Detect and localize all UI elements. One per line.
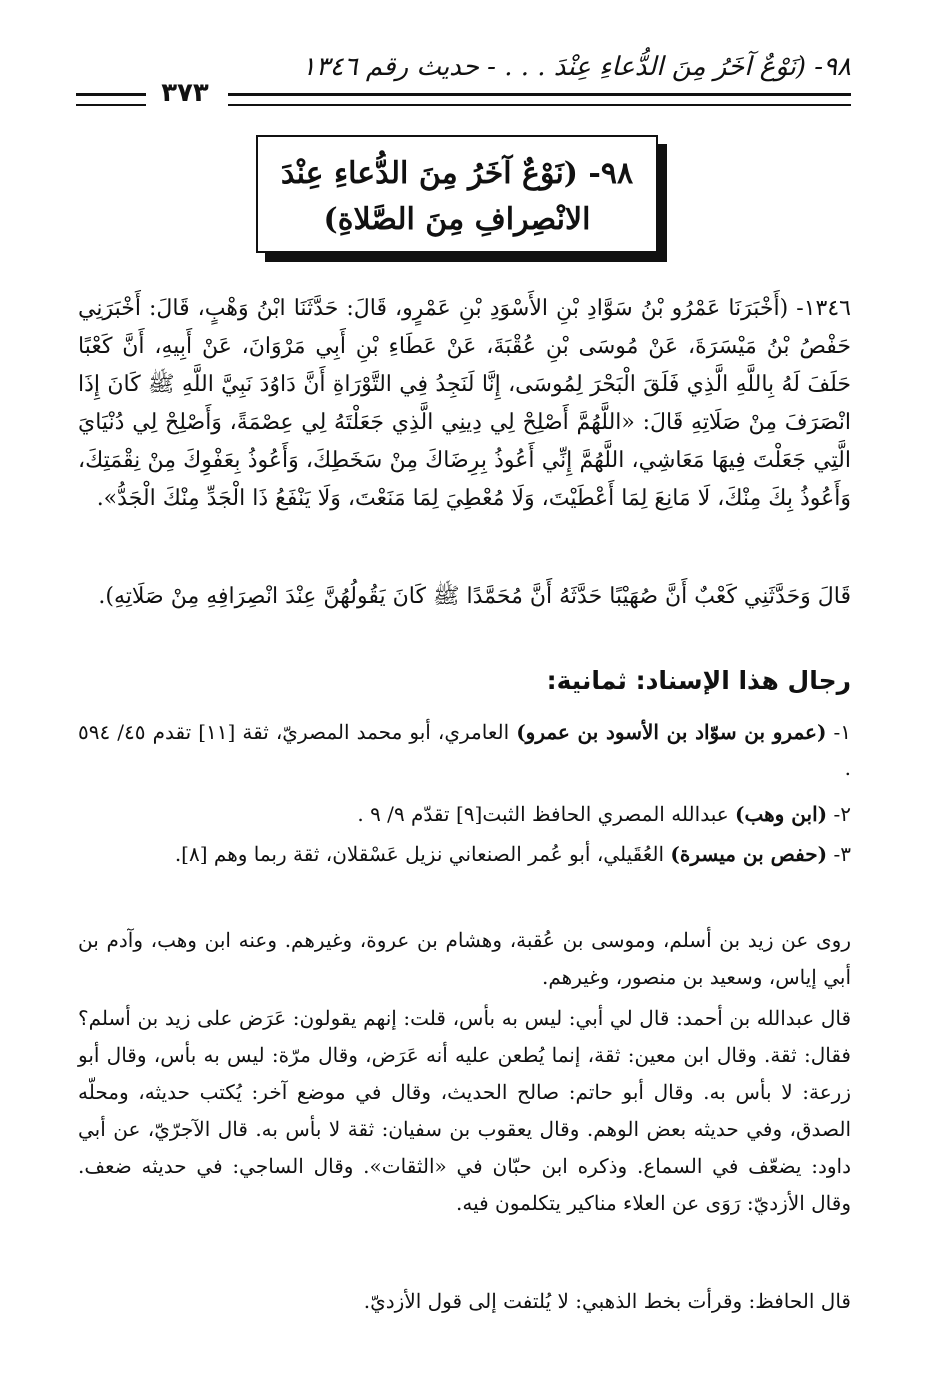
chapter-title-line-1: ٩٨- (نَوْعٌ آخَرُ مِنَ الدُّعاءِ عِنْدَ [280,156,634,191]
rijal-entry [78,796,851,832]
biography-paragraph: روى عن زيد بن أسلم، وموسى بن عُقبة، وهشام بن عروة، وغيرهم. وعنه ابن وهب، وآدم بن أبي إياس، وسعيد بن منصور، وغيرهم. [78,928,851,989]
chapter-title-box [256,135,658,253]
rijal-entry [78,836,851,872]
biography-paragraph: قال الحافظ: وقرأت بخط الذهبي: لا يُلتفت إلى قول الأزديّ. [363,1289,851,1313]
header-rule-right [228,93,851,106]
rijal-entry [78,714,851,786]
entry-number: ١- [826,720,851,744]
entry-number: ٢- [827,802,851,826]
narrator-details: عبدالله المصري الحافظ الثبت[٩] تقدّم ٩/ ٩ . [357,802,736,826]
chapter-title-line-2: الانْصِرافِ مِنَ الصَّلاةِ) [323,202,591,237]
entry-number: ٣- [827,842,851,866]
narrator-name: (ابن وهب) [735,802,828,826]
running-header-title: ٩٨- (نَوْعٌ آخَرُ مِنَ الدُّعاءِ عِنْدَ . . . - حديث رقم ١٣٤٦ [301,52,851,82]
narrator-details: العامري، أبو محمد المصريّ، ثقة [١١] تقدم ٤٥/ ٥٩٤ . [78,720,851,780]
hadith-text: ١٣٤٦- (أَخْبَرَنَا عَمْرُو بْنُ سَوَّادِ بْنِ الأَسْوَدِ بْنِ عَمْرٍو، قَالَ: حَدَّثَنَا ابْنُ وَهْبٍ، قَالَ: أَخْبَرَنِي حَفْصُ بْنُ مَيْسَرَةَ، عَنْ مُوسَى بْنِ عُقْبَةَ، عَنْ عَطَاءِ بْنِ أَبِي مَرْوَانَ، عَنْ أَبِيهِ، أَنَّ كَعْبًا حَلَفَ لَهُ بِاللَّهِ الَّذِي فَلَقَ الْبَحْرَ لِمُوسَى، إِنَّا لَنَجِدُ فِي التَّوْرَاةِ أَنَّ دَاوُدَ نَبِيَّ اللَّهِ ﷺ كَانَ إِذَا انْصَرَفَ مِنْ صَلَاتِهِ قَالَ: «اللَّهُمَّ أَصْلِحْ لِي دِينِي الَّذِي جَعَلْتَهُ لِي عِصْمَةً، وَأَصْلِحْ لِي دُنْيَايَ الَّتِي جَعَلْتَ فِيهَا مَعَاشِي، اللَّهُمَّ إِنِّي أَعُوذُ بِرِضَاكَ مِنْ سَخَطِكَ، وَأَعُوذُ بِعَفْوِكَ مِنْ نِقْمَتِكَ، وَأَعُوذُ بِكَ مِنْكَ، لَا مَانِعَ لِمَا أَعْطَيْتَ، وَلَا مُعْطِيَ لِمَا مَنَعْتَ، وَلَا يَنْفَعُ ذَا الْجَدِّ مِنْكَ الْجَدُّ». [78,296,851,511]
rijal-heading: رجال هذا الإسناد: ثمانية: [546,666,851,695]
narrator-name: (حفص بن ميسرة) [670,842,828,866]
narrator-details: العُقَيلي، أبو عُمر الصنعاني نزيل عَسْقلان، ثقة ربما وهم [٨]. [174,842,671,866]
narrator-name: (عمرو بن سوّاد بن الأسود بن عمرو) [516,720,827,744]
hadith-narration: قَالَ وَحَدَّثَنِي كَعْبٌ أَنَّ صُهَيْبًا حَدَّثَهُ أَنَّ مُحَمَّدًا ﷺ كَانَ يَقُولُهُنَّ عِنْدَ انْصِرَافِهِ مِنْ صَلَاتِهِ). [98,584,851,609]
biography-paragraph: قال عبدالله بن أحمد: قال لي أبي: ليس به بأس، قلت: إنهم يقولون: عَرَض على زيد بن أسلم؟ فقال: ثقة. وقال ابن معين: ثقة، إنما يُطعن عليه أنه عَرَض، وقال مرّة: ليس به بأس، وقال أبو زرعة: لا بأس به. وقال أبو حاتم: صالح الحديث، وقال في موضع آخر: يُكتب حديثه، ومحلّه الصدق، وفي حديثه بعض الوهم. وقال يعقوب بن سفيان: ثقة لا بأس به. قال الآجرّيّ، عن أبي داود: يضعّف في السماع. وذكره ابن حبّان في «الثقات». وقال الساجي: في حديثه ضعف. وقال الأزديّ: رَوَى عن العلاء مناكير يتكلمون فيه. [78,1006,852,1215]
page-number: ٣٧٣ [161,78,209,108]
header-rule-left [76,93,146,106]
